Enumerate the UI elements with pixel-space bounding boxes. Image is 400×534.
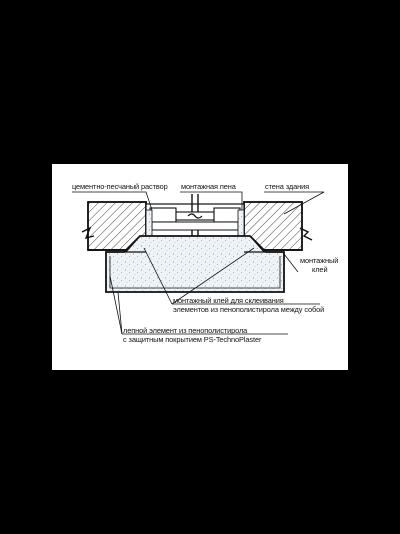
label-molded-line1: лепной элемент из пенополистирола [123, 326, 248, 335]
label-wall: стена здания [265, 182, 310, 191]
window-frame [146, 204, 244, 230]
label-glue-note-line2: элементов из пенополистирола между собой [173, 305, 325, 314]
label-foam: монтажная пена [181, 182, 236, 191]
label-glue-line1: монтажный [300, 256, 339, 265]
molded-element [106, 236, 284, 292]
label-glue-line2: клей [312, 265, 328, 274]
label-glue-note-line1: монтажный клей для склеивания [173, 296, 284, 305]
label-mortar: цементно-песчаный раствор [72, 182, 168, 191]
diagram-panel [52, 164, 348, 370]
label-molded-line2: с защитным покрытием PS-TechnoPlaster [123, 335, 262, 344]
